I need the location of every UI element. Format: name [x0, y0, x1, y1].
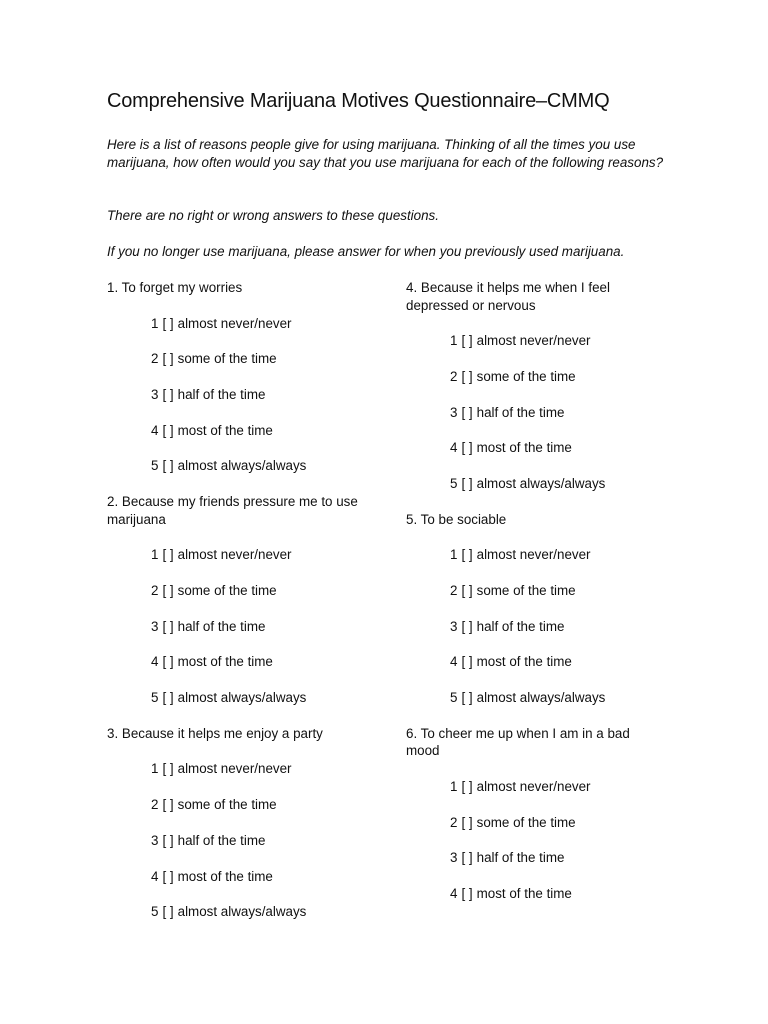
checkbox[interactable]: [ ] — [162, 387, 174, 403]
answer-option[interactable] — [151, 832, 377, 850]
question-column-right — [406, 279, 646, 921]
answer-options — [406, 546, 646, 706]
answer-option[interactable] — [450, 368, 646, 386]
answer-option[interactable] — [450, 849, 646, 867]
answer-option[interactable] — [151, 689, 377, 707]
answer-option[interactable] — [151, 868, 377, 886]
question-label: 2. Because my friends pressure me to use marijuana — [107, 494, 358, 527]
checkbox[interactable]: [ ] — [162, 761, 174, 777]
option-text: almost never/never — [177, 761, 292, 777]
checkbox[interactable]: [ ] — [162, 868, 174, 884]
option-text: almost always/always — [177, 904, 307, 920]
question-5 — [406, 511, 646, 707]
option-text: most of the time — [476, 440, 572, 456]
answer-option[interactable] — [151, 903, 377, 921]
checkbox[interactable]: [ ] — [162, 547, 174, 563]
checkbox[interactable]: [ ] — [461, 475, 473, 491]
option-text: almost never/never — [476, 333, 591, 349]
checkbox[interactable]: [ ] — [162, 832, 174, 848]
option-text: almost always/always — [476, 690, 606, 706]
option-number: 2 — [450, 368, 458, 384]
answer-options — [406, 332, 646, 492]
checkbox[interactable]: [ ] — [461, 404, 473, 420]
answer-option[interactable] — [151, 582, 377, 600]
option-number: 4 — [151, 654, 159, 670]
question-label: 1. To forget my worries — [107, 280, 243, 295]
answer-option[interactable] — [151, 350, 377, 368]
option-text: half of the time — [476, 404, 565, 420]
option-text: some of the time — [476, 583, 576, 598]
option-number: 2 — [450, 814, 458, 830]
option-number: 1 — [151, 761, 159, 777]
option-text: half of the time — [177, 387, 266, 403]
option-text: half of the time — [177, 618, 266, 634]
checkbox[interactable]: [ ] — [461, 618, 473, 634]
answer-option[interactable] — [450, 404, 646, 422]
answer-options — [406, 778, 646, 903]
checkbox[interactable]: [ ] — [162, 458, 174, 474]
answer-option[interactable] — [450, 475, 646, 493]
checkbox[interactable]: [ ] — [162, 422, 174, 438]
checkbox[interactable]: [ ] — [461, 886, 473, 901]
option-text: almost never/never — [177, 315, 292, 331]
option-number: 5 — [151, 458, 159, 474]
checkbox[interactable]: [ ] — [461, 654, 473, 670]
option-text: almost never/never — [476, 778, 591, 794]
checkbox[interactable]: [ ] — [461, 814, 473, 830]
answer-option[interactable] — [450, 653, 646, 671]
option-number: 5 — [450, 690, 458, 706]
question-label: 5. To be sociable — [406, 511, 507, 527]
option-number: 1 — [151, 547, 159, 563]
option-number: 3 — [151, 387, 159, 403]
question-column-left — [107, 279, 377, 939]
option-number: 2 — [151, 351, 159, 367]
option-text: almost never/never — [177, 547, 292, 563]
option-number: 3 — [450, 850, 458, 866]
answer-option[interactable] — [450, 332, 646, 350]
answer-option[interactable] — [450, 885, 646, 903]
option-number: 2 — [151, 583, 159, 598]
intro-former-users: If you no longer use marijuana, please answer for when you previously used marijuana. — [107, 244, 625, 259]
option-number: 2 — [151, 797, 159, 813]
option-text: most of the time — [177, 654, 273, 670]
option-number: 1 — [450, 547, 458, 563]
checkbox[interactable]: [ ] — [162, 654, 174, 670]
option-number: 4 — [151, 422, 159, 438]
option-text: most of the time — [476, 654, 572, 670]
page-title: Comprehensive Marijuana Motives Questionnaire–CMMQ — [107, 90, 610, 112]
answer-option[interactable] — [450, 618, 646, 636]
checkbox[interactable]: [ ] — [162, 797, 174, 813]
answer-option[interactable] — [151, 653, 377, 671]
intro-no-right-wrong: There are no right or wrong answers to these questions. — [107, 208, 439, 223]
option-number: 3 — [450, 618, 458, 634]
question-label: 3. Because it helps me enjoy a party — [107, 725, 323, 741]
question-label: 4. Because it helps me when I feel depressed or nervous — [406, 280, 610, 313]
question-2 — [107, 493, 377, 706]
answer-option[interactable] — [450, 778, 646, 796]
checkbox[interactable]: [ ] — [162, 690, 174, 706]
option-text: half of the time — [476, 618, 565, 634]
answer-option[interactable] — [151, 457, 377, 475]
option-text: some of the time — [177, 351, 277, 367]
answer-option[interactable] — [151, 760, 377, 778]
option-text: most of the time — [177, 868, 273, 884]
option-number: 1 — [151, 315, 159, 331]
option-number: 4 — [450, 654, 458, 670]
option-text: almost always/always — [177, 458, 307, 474]
answer-option[interactable] — [151, 315, 377, 333]
option-text: some of the time — [177, 797, 277, 813]
question-4 — [406, 279, 646, 492]
checkbox[interactable]: [ ] — [162, 315, 174, 331]
checkbox[interactable]: [ ] — [461, 583, 473, 598]
option-text: almost never/never — [476, 547, 591, 563]
option-text: some of the time — [476, 814, 576, 830]
question-1 — [107, 279, 377, 475]
answer-option[interactable] — [450, 814, 646, 832]
option-number: 5 — [151, 690, 159, 706]
answer-options — [107, 315, 377, 475]
checkbox[interactable]: [ ] — [461, 690, 473, 706]
answer-option[interactable] — [450, 689, 646, 707]
question-3 — [107, 725, 377, 921]
option-text: half of the time — [177, 832, 266, 848]
checkbox[interactable]: [ ] — [461, 850, 473, 866]
option-number: 1 — [450, 778, 458, 794]
option-text: most of the time — [476, 886, 572, 901]
option-text: some of the time — [476, 368, 576, 384]
option-text: most of the time — [177, 422, 273, 438]
option-number: 4 — [450, 886, 458, 901]
answer-option[interactable] — [151, 386, 377, 404]
checkbox[interactable]: [ ] — [162, 618, 174, 634]
answer-option[interactable] — [450, 582, 646, 600]
answer-option[interactable] — [151, 422, 377, 440]
answer-option[interactable] — [151, 618, 377, 636]
checkbox[interactable]: [ ] — [461, 440, 473, 456]
question-label: 6. To cheer me up when I am in a bad mood — [406, 725, 630, 759]
checkbox[interactable]: [ ] — [461, 333, 473, 349]
answer-options — [107, 546, 377, 706]
option-number: 2 — [450, 583, 458, 598]
answer-option[interactable] — [450, 546, 646, 564]
option-text: some of the time — [177, 583, 277, 598]
option-text: half of the time — [476, 850, 565, 866]
option-text: almost always/always — [177, 690, 307, 706]
option-number: 3 — [151, 618, 159, 634]
option-text: almost always/always — [476, 475, 606, 491]
checkbox[interactable]: [ ] — [461, 368, 473, 384]
answer-option[interactable] — [151, 796, 377, 814]
checkbox[interactable]: [ ] — [162, 583, 174, 598]
question-6 — [406, 725, 646, 903]
option-number: 1 — [450, 333, 458, 349]
checkbox[interactable]: [ ] — [461, 778, 473, 794]
checkbox[interactable]: [ ] — [162, 351, 174, 367]
checkbox[interactable]: [ ] — [461, 547, 473, 563]
answer-option[interactable] — [151, 546, 377, 564]
answer-option[interactable] — [450, 439, 646, 457]
option-number: 5 — [450, 475, 458, 491]
answer-options — [107, 760, 377, 920]
option-number: 4 — [151, 868, 159, 884]
option-number: 3 — [151, 832, 159, 848]
option-number: 4 — [450, 440, 458, 456]
intro-instructions: Here is a list of reasons people give for using marijuana. Thinking of all the times you use marijuana, how often would you say that you use marijuana for each of the following reasons? — [107, 137, 664, 170]
option-number: 5 — [151, 904, 159, 920]
checkbox[interactable]: [ ] — [162, 904, 174, 920]
option-number: 3 — [450, 404, 458, 420]
